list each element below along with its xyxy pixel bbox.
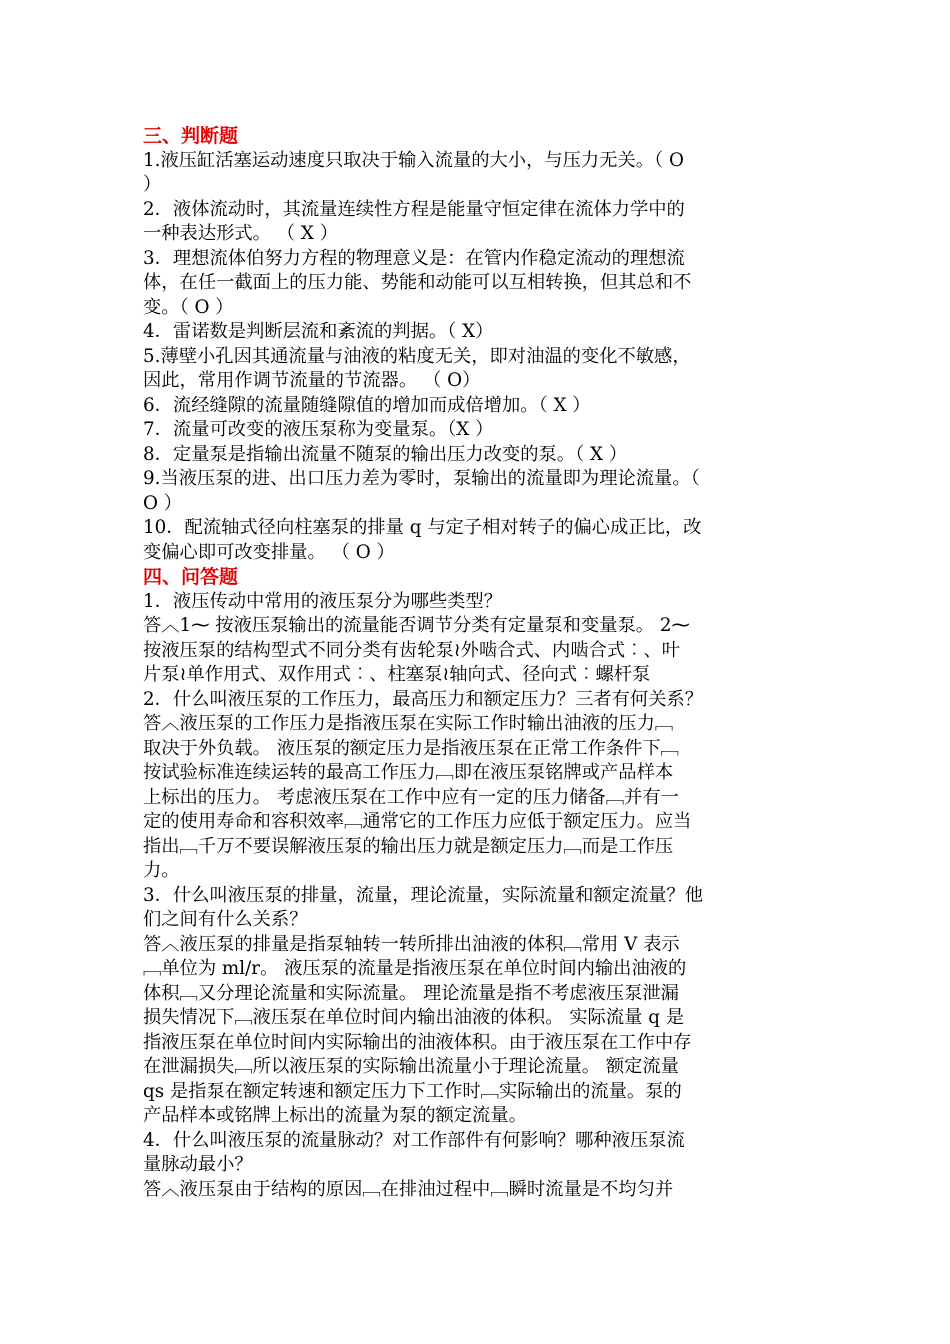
text-line: O ）	[143, 492, 183, 514]
text-line: 上标出的压力。 考虑液压泵在工作中应有一定的压力储备﹇并有一	[143, 786, 679, 808]
text-line: 答︿液压泵由于结构的原因﹇在排油过程中﹇瞬时流量是不均匀并	[143, 1178, 674, 1200]
text-line: 体积﹇又分理论流量和实际流量。 理论流量是指不考虑液压泵泄漏	[143, 982, 679, 1004]
section-heading-qa: 四、问答题	[143, 566, 239, 588]
text-line: qs 是指泵在额定转速和额定压力下工作时﹇实际输出的流量。泵的	[143, 1080, 682, 1102]
text-line: ﹇单位为 ml/r。 液压泵的流量是指液压泵在单位时间内输出油液的	[143, 958, 687, 979]
text-line: 1.液压缸活塞运动速度只取决于输入流量的大小，与压力无关。（ O	[143, 149, 684, 171]
text-line: 3．什么叫液压泵的排量，流量，理论流量，实际流量和额定流量？他	[143, 884, 704, 906]
text-line: 7．流量可改变的液压泵称为变量泵。（X ）	[143, 419, 494, 440]
text-line: 按液压泵的结构型式不同分类有齿轮泵≀外啮合式、内啮合式︰、叶	[143, 639, 681, 661]
text-line: 4．什么叫液压泵的流量脉动？对工作部件有何影响？哪种液压泵流	[143, 1129, 685, 1151]
text-line: 定的使用寿命和容积效率﹇通常它的工作压力应低于额定压力。应当	[143, 811, 692, 832]
document-body	[143, 124, 815, 1202]
text-line: 损失情况下﹇液压泵在单位时间内输出油液的体积。 实际流量 q 是	[143, 1007, 685, 1028]
text-line: 答︿1⁓ 按液压泵输出的流量能否调节分类有定量泵和变量泵。 2⁓	[143, 615, 690, 636]
text-line: 量脉动最小？	[143, 1154, 253, 1175]
text-line: 力。	[143, 860, 180, 881]
text-line: 体，在任一截面上的压力能、势能和动能可以互相转换，但其总和不	[143, 272, 692, 293]
text-line: 10．配流轴式径向柱塞泵的排量 q 与定子相对转子的偏心成正比，改	[143, 517, 702, 538]
text-line: 1．液压传动中常用的液压泵分为哪些类型？	[143, 590, 502, 612]
text-line: 产品样本或铭牌上标出的流量为泵的额定流量。	[143, 1105, 527, 1126]
text-line: 指出﹇千万不要误解液压泵的输出压力就是额定压力﹇而是工作压	[143, 835, 674, 857]
text-line: ）	[143, 174, 162, 195]
judgment-questions	[143, 149, 815, 566]
text-line: 变偏心即可改变排量。 （ O ）	[143, 541, 395, 563]
text-line: 6．流经缝隙的流量随缝隙值的增加而成倍增加。（ X ）	[143, 394, 591, 416]
text-line: 3．理想流体伯努力方程的物理意义是：在管内作稳定流动的理想流	[143, 247, 685, 269]
text-line: 片泵≀单作用式、双作用式︰、柱塞泵≀轴向式、径向式︰螺杆泵	[143, 664, 651, 685]
text-line: 一种表达形式。 （ X ）	[143, 223, 338, 244]
text-line: 因此，常用作调节流量的节流器。 （ O）	[143, 370, 481, 391]
text-line: 取决于外负载。 液压泵的额定压力是指液压泵在正常工作条件下﹇	[143, 737, 679, 759]
text-line: 指液压泵在单位时间内实际输出的油液体积。由于液压泵在工作中存	[143, 1031, 692, 1053]
text-line: 2．液体流动时，其流量连续性方程是能量守恒定律在流体力学中的	[143, 198, 685, 220]
text-line: 答︿液压泵的排量是指泵轴转一转所排出油液的体积﹇常用 V 表示	[143, 933, 680, 955]
text-line: 按试验标准连续运转的最高工作压力﹇即在液压泵铭牌或产品样本	[143, 762, 674, 783]
text-line: 答︿液压泵的工作压力是指液压泵在实际工作时输出油液的压力﹇	[143, 713, 674, 734]
qa-questions	[143, 590, 815, 1203]
text-line: 们之间有什么关系？	[143, 909, 308, 930]
section-heading-judgment: 三、判断题	[143, 125, 239, 147]
text-line: 在泄漏损失﹇所以液压泵的实际输出流量小于理论流量。 额定流量	[143, 1056, 679, 1077]
text-line: 8．定量泵是指输出流量不随泵的输出压力改变的泵。（ X ）	[143, 443, 628, 465]
text-line: 变。（ O ）	[143, 296, 234, 318]
text-line: 2．什么叫液压泵的工作压力，最高压力和额定压力？三者有何关系？	[143, 688, 704, 710]
text-line: 5.薄壁小孔因其通流量与油液的粘度无关，即对油温的变化不敏感，	[143, 345, 691, 367]
text-line: 4．雷诺数是判断层流和紊流的判据。（ X）	[143, 321, 494, 342]
text-line: 9.当液压泵的进、出口压力差为零时，泵输出的流量即为理论流量。（	[143, 468, 700, 489]
